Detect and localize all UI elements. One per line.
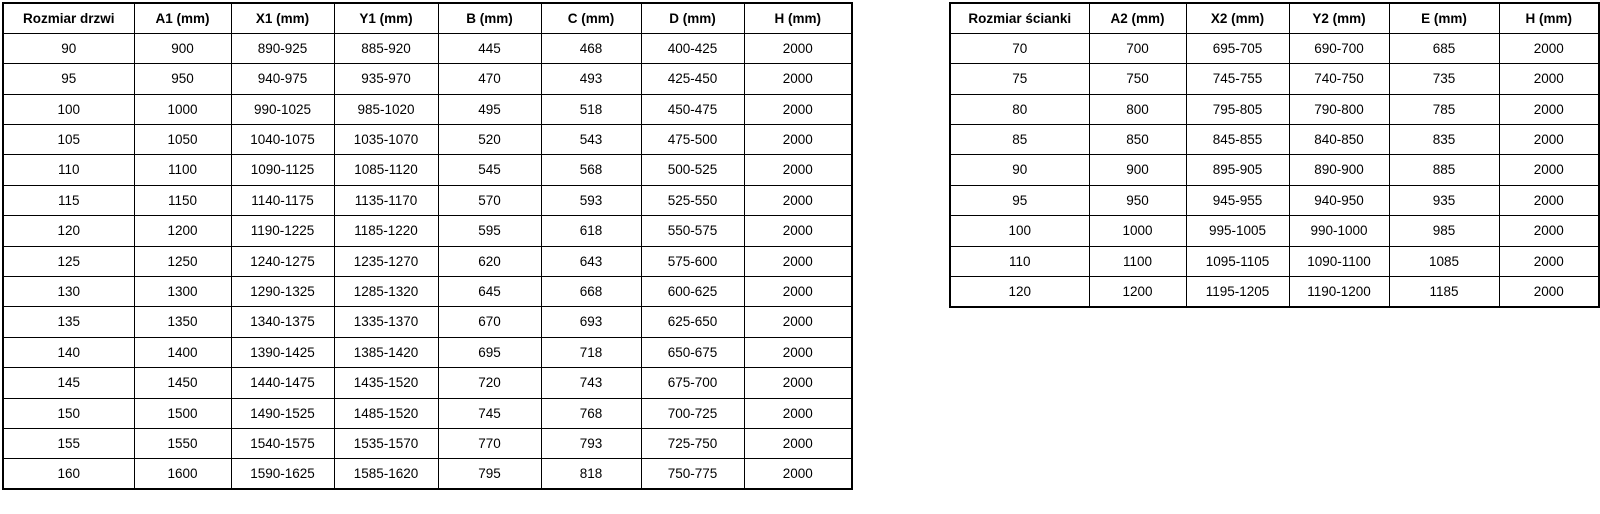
table-cell: 900 [134, 33, 231, 63]
table-cell: 1140-1175 [231, 185, 334, 215]
table-cell: 795 [438, 459, 541, 489]
table-cell: 110 [950, 246, 1089, 276]
table-cell: 795-805 [1186, 94, 1289, 124]
column-header: Y1 (mm) [334, 3, 438, 33]
table-row [3, 64, 852, 94]
table-cell: 1440-1475 [231, 368, 334, 398]
table-cell: 1050 [134, 125, 231, 155]
table-row [3, 94, 852, 124]
table-cell: 1100 [134, 155, 231, 185]
table-cell: 115 [3, 185, 134, 215]
column-header: E (mm) [1389, 3, 1499, 33]
table-cell: 1485-1520 [334, 398, 438, 428]
table-cell: 95 [3, 64, 134, 94]
table-cell: 750-775 [641, 459, 744, 489]
table-cell: 2000 [744, 216, 852, 246]
table-cell: 2000 [744, 307, 852, 337]
table-cell: 695 [438, 337, 541, 367]
table-cell: 1190-1200 [1289, 277, 1389, 307]
table-cell: 2000 [744, 459, 852, 489]
table-cell: 890-925 [231, 33, 334, 63]
table-cell: 425-450 [641, 64, 744, 94]
table-cell: 945-955 [1186, 185, 1289, 215]
table-cell: 940-975 [231, 64, 334, 94]
table-cell: 990-1025 [231, 94, 334, 124]
table-cell: 1385-1420 [334, 337, 438, 367]
table-cell: 693 [541, 307, 641, 337]
table-cell: 500-525 [641, 155, 744, 185]
table-cell: 625-650 [641, 307, 744, 337]
table-row [3, 125, 852, 155]
table-cell: 885 [1389, 155, 1499, 185]
table-cell: 745-755 [1186, 64, 1289, 94]
table-cell: 845-855 [1186, 125, 1289, 155]
table-cell: 135 [3, 307, 134, 337]
wall-size-table [949, 2, 1600, 308]
table-cell: 120 [3, 216, 134, 246]
table-cell: 890-900 [1289, 155, 1389, 185]
table-cell: 940-950 [1289, 185, 1389, 215]
table-cell: 2000 [1499, 125, 1599, 155]
table-cell: 525-550 [641, 185, 744, 215]
column-header: C (mm) [541, 3, 641, 33]
table-cell: 1590-1625 [231, 459, 334, 489]
table-cell: 575-600 [641, 246, 744, 276]
table-cell: 85 [950, 125, 1089, 155]
table-row [3, 398, 852, 428]
table-cell: 735 [1389, 64, 1499, 94]
table-cell: 1085 [1389, 246, 1499, 276]
table-cell: 1200 [1089, 277, 1186, 307]
table-cell: 545 [438, 155, 541, 185]
table-cell: 2000 [744, 94, 852, 124]
table-cell: 1340-1375 [231, 307, 334, 337]
table-cell: 690-700 [1289, 33, 1389, 63]
table-cell: 468 [541, 33, 641, 63]
column-header: H (mm) [1499, 3, 1599, 33]
table-cell: 595 [438, 216, 541, 246]
table-cell: 1150 [134, 185, 231, 215]
table-row [3, 368, 852, 398]
table-cell: 1240-1275 [231, 246, 334, 276]
table-cell: 700 [1089, 33, 1186, 63]
column-header: X1 (mm) [231, 3, 334, 33]
table-cell: 2000 [1499, 277, 1599, 307]
table-row [950, 185, 1599, 215]
table-cell: 650-675 [641, 337, 744, 367]
table-cell: 668 [541, 277, 641, 307]
table-cell: 1190-1225 [231, 216, 334, 246]
table-cell: 1195-1205 [1186, 277, 1289, 307]
table-cell: 2000 [744, 185, 852, 215]
table-cell: 1600 [134, 459, 231, 489]
table-cell: 160 [3, 459, 134, 489]
table-cell: 120 [950, 277, 1089, 307]
table-cell: 620 [438, 246, 541, 276]
table-cell: 600-625 [641, 277, 744, 307]
table-cell: 750 [1089, 64, 1186, 94]
table-row [950, 216, 1599, 246]
table-cell: 80 [950, 94, 1089, 124]
table-cell: 543 [541, 125, 641, 155]
column-header: Rozmiar ścianki [950, 3, 1089, 33]
table-row [3, 246, 852, 276]
table-row [3, 33, 852, 63]
table-row [3, 307, 852, 337]
table-cell: 155 [3, 428, 134, 458]
table-row [950, 155, 1599, 185]
door-table-header-row [3, 3, 852, 33]
table-cell: 1090-1100 [1289, 246, 1389, 276]
table-cell: 850 [1089, 125, 1186, 155]
table-cell: 95 [950, 185, 1089, 215]
column-header: H (mm) [744, 3, 852, 33]
table-row [3, 185, 852, 215]
table-cell: 125 [3, 246, 134, 276]
table-cell: 900 [1089, 155, 1186, 185]
table-cell: 1500 [134, 398, 231, 428]
table-cell: 570 [438, 185, 541, 215]
table-cell: 1100 [1089, 246, 1186, 276]
table-row [3, 216, 852, 246]
table-cell: 493 [541, 64, 641, 94]
table-cell: 670 [438, 307, 541, 337]
table-cell: 2000 [1499, 185, 1599, 215]
table-cell: 1200 [134, 216, 231, 246]
table-cell: 1335-1370 [334, 307, 438, 337]
table-row [950, 64, 1599, 94]
table-cell: 985 [1389, 216, 1499, 246]
table-cell: 1540-1575 [231, 428, 334, 458]
table-cell: 568 [541, 155, 641, 185]
table-cell: 695-705 [1186, 33, 1289, 63]
table-cell: 145 [3, 368, 134, 398]
table-row [950, 246, 1599, 276]
table-row [950, 125, 1599, 155]
table-cell: 1435-1520 [334, 368, 438, 398]
table-cell: 745 [438, 398, 541, 428]
table-cell: 1300 [134, 277, 231, 307]
table-cell: 985-1020 [334, 94, 438, 124]
table-cell: 1285-1320 [334, 277, 438, 307]
table-cell: 1400 [134, 337, 231, 367]
table-cell: 1000 [134, 94, 231, 124]
table-cell: 835 [1389, 125, 1499, 155]
table-cell: 495 [438, 94, 541, 124]
table-cell: 840-850 [1289, 125, 1389, 155]
table-cell: 2000 [744, 398, 852, 428]
table-cell: 593 [541, 185, 641, 215]
table-cell: 140 [3, 337, 134, 367]
table-cell: 2000 [744, 64, 852, 94]
table-cell: 550-575 [641, 216, 744, 246]
table-cell: 1185-1220 [334, 216, 438, 246]
table-cell: 150 [3, 398, 134, 428]
table-cell: 90 [950, 155, 1089, 185]
table-cell: 1535-1570 [334, 428, 438, 458]
table-cell: 2000 [1499, 33, 1599, 63]
table-row [3, 277, 852, 307]
table-cell: 1550 [134, 428, 231, 458]
table-cell: 1585-1620 [334, 459, 438, 489]
table-cell: 793 [541, 428, 641, 458]
table-cell: 445 [438, 33, 541, 63]
table-cell: 990-1000 [1289, 216, 1389, 246]
table-cell: 475-500 [641, 125, 744, 155]
table-cell: 1290-1325 [231, 277, 334, 307]
table-cell: 1085-1120 [334, 155, 438, 185]
table-cell: 740-750 [1289, 64, 1389, 94]
table-cell: 2000 [744, 337, 852, 367]
table-cell: 470 [438, 64, 541, 94]
wall-table-header-row [950, 3, 1599, 33]
table-cell: 2000 [744, 33, 852, 63]
table-cell: 675-700 [641, 368, 744, 398]
table-cell: 818 [541, 459, 641, 489]
table-cell: 130 [3, 277, 134, 307]
table-cell: 700-725 [641, 398, 744, 428]
table-cell: 1250 [134, 246, 231, 276]
table-cell: 790-800 [1289, 94, 1389, 124]
table-cell: 2000 [1499, 246, 1599, 276]
column-header: Y2 (mm) [1289, 3, 1389, 33]
column-header: B (mm) [438, 3, 541, 33]
table-row [950, 33, 1599, 63]
table-cell: 885-920 [334, 33, 438, 63]
table-cell: 2000 [744, 125, 852, 155]
table-row [3, 337, 852, 367]
table-cell: 743 [541, 368, 641, 398]
table-cell: 100 [3, 94, 134, 124]
table-cell: 950 [1089, 185, 1186, 215]
table-cell: 718 [541, 337, 641, 367]
table-row [950, 277, 1599, 307]
table-row [3, 155, 852, 185]
table-cell: 2000 [744, 155, 852, 185]
table-cell: 2000 [744, 277, 852, 307]
table-cell: 618 [541, 216, 641, 246]
table-cell: 75 [950, 64, 1089, 94]
table-cell: 720 [438, 368, 541, 398]
table-cell: 785 [1389, 94, 1499, 124]
table-cell: 2000 [1499, 64, 1599, 94]
table-cell: 520 [438, 125, 541, 155]
table-row [3, 459, 852, 489]
table-cell: 995-1005 [1186, 216, 1289, 246]
table-cell: 2000 [1499, 94, 1599, 124]
table-cell: 935 [1389, 185, 1499, 215]
table-cell: 2000 [744, 428, 852, 458]
table-cell: 1090-1125 [231, 155, 334, 185]
table-cell: 1235-1270 [334, 246, 438, 276]
table-cell: 645 [438, 277, 541, 307]
table-cell: 895-905 [1186, 155, 1289, 185]
table-cell: 768 [541, 398, 641, 428]
door-size-table [2, 2, 853, 490]
column-header: A2 (mm) [1089, 3, 1186, 33]
table-cell: 2000 [744, 368, 852, 398]
table-cell: 1450 [134, 368, 231, 398]
table-cell: 685 [1389, 33, 1499, 63]
table-cell: 105 [3, 125, 134, 155]
column-header: A1 (mm) [134, 3, 231, 33]
table-cell: 1040-1075 [231, 125, 334, 155]
table-cell: 400-425 [641, 33, 744, 63]
table-cell: 643 [541, 246, 641, 276]
table-cell: 1000 [1089, 216, 1186, 246]
table-cell: 2000 [1499, 216, 1599, 246]
table-cell: 90 [3, 33, 134, 63]
table-cell: 1185 [1389, 277, 1499, 307]
table-cell: 725-750 [641, 428, 744, 458]
table-cell: 1035-1070 [334, 125, 438, 155]
column-header: Rozmiar drzwi [3, 3, 134, 33]
table-cell: 1350 [134, 307, 231, 337]
table-cell: 100 [950, 216, 1089, 246]
table-cell: 518 [541, 94, 641, 124]
table-cell: 70 [950, 33, 1089, 63]
table-cell: 1390-1425 [231, 337, 334, 367]
table-row [3, 428, 852, 458]
column-header: D (mm) [641, 3, 744, 33]
table-cell: 935-970 [334, 64, 438, 94]
table-cell: 1095-1105 [1186, 246, 1289, 276]
table-cell: 950 [134, 64, 231, 94]
table-cell: 1490-1525 [231, 398, 334, 428]
column-header: X2 (mm) [1186, 3, 1289, 33]
table-cell: 1135-1170 [334, 185, 438, 215]
table-row [950, 94, 1599, 124]
table-cell: 450-475 [641, 94, 744, 124]
table-cell: 800 [1089, 94, 1186, 124]
table-cell: 2000 [1499, 155, 1599, 185]
table-cell: 2000 [744, 246, 852, 276]
table-cell: 110 [3, 155, 134, 185]
table-cell: 770 [438, 428, 541, 458]
